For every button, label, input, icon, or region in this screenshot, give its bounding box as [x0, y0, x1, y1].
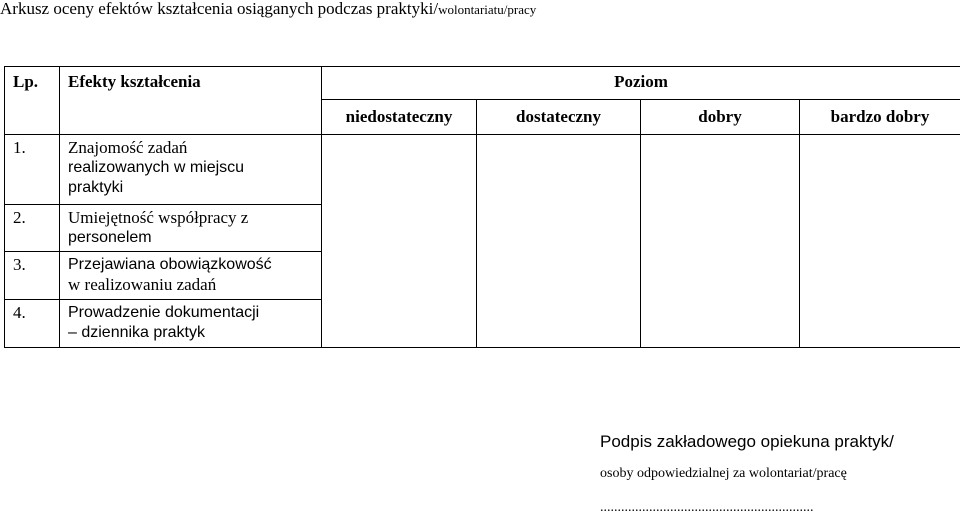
row-effect-line: Znajomość zadań — [68, 138, 188, 157]
row-effect — [60, 252, 322, 300]
row-effect-line: Umiejętność współpracy z — [68, 208, 249, 227]
row-number: 2. — [5, 205, 60, 252]
signature-block — [600, 431, 894, 517]
header-row-1 — [5, 67, 960, 100]
grade-cell-sufficient[interactable] — [477, 135, 641, 348]
row-effect-line: Przejawiana obowiązkowość — [68, 256, 272, 273]
row-effect-line: w realizowaniu zadań — [68, 275, 217, 294]
row-effect-line: – dziennika praktyk — [68, 324, 205, 341]
grade-cell-very-good[interactable] — [800, 135, 960, 348]
row-number: 1. — [5, 135, 60, 205]
row-effect — [60, 135, 322, 205]
grade-cell-good[interactable] — [641, 135, 800, 348]
header-level-sufficient: dostateczny — [477, 100, 641, 135]
header-level-good: dobry — [641, 100, 800, 135]
signature-subtitle: osoby odpowiedzialnej za wolontariat/pracę — [600, 466, 847, 481]
evaluation-table — [4, 66, 960, 348]
row-effect — [60, 205, 322, 252]
document-title — [0, 0, 536, 18]
signature-line[interactable]: ............................................................. — [600, 500, 814, 515]
header-level-insufficient: niedostateczny — [322, 100, 477, 135]
row-number: 4. — [5, 300, 60, 348]
signature-title: Podpis zakładowego opiekuna praktyk/ — [600, 432, 894, 451]
row-number: 3. — [5, 252, 60, 300]
header-lp: Lp. — [5, 67, 60, 135]
header-level: Poziom — [322, 67, 960, 100]
header-effects: Efekty kształcenia — [60, 67, 322, 135]
row-effect-line: personelem — [68, 229, 152, 246]
row-effect-line: Prowadzenie dokumentacji — [68, 304, 260, 321]
grade-cell-insufficient[interactable] — [322, 135, 477, 348]
document-title-suffix: wolontariatu/pracy — [438, 2, 537, 17]
row-effect — [60, 300, 322, 348]
row-effect-line: realizowanych w miejscu — [68, 159, 245, 176]
header-level-very-good: bardzo dobry — [800, 100, 960, 135]
document-title-main: Arkusz oceny efektów kształcenia osiąganych podczas praktyki/ — [0, 0, 439, 18]
table-row — [5, 135, 960, 205]
row-effect-line: praktyki — [68, 179, 124, 196]
